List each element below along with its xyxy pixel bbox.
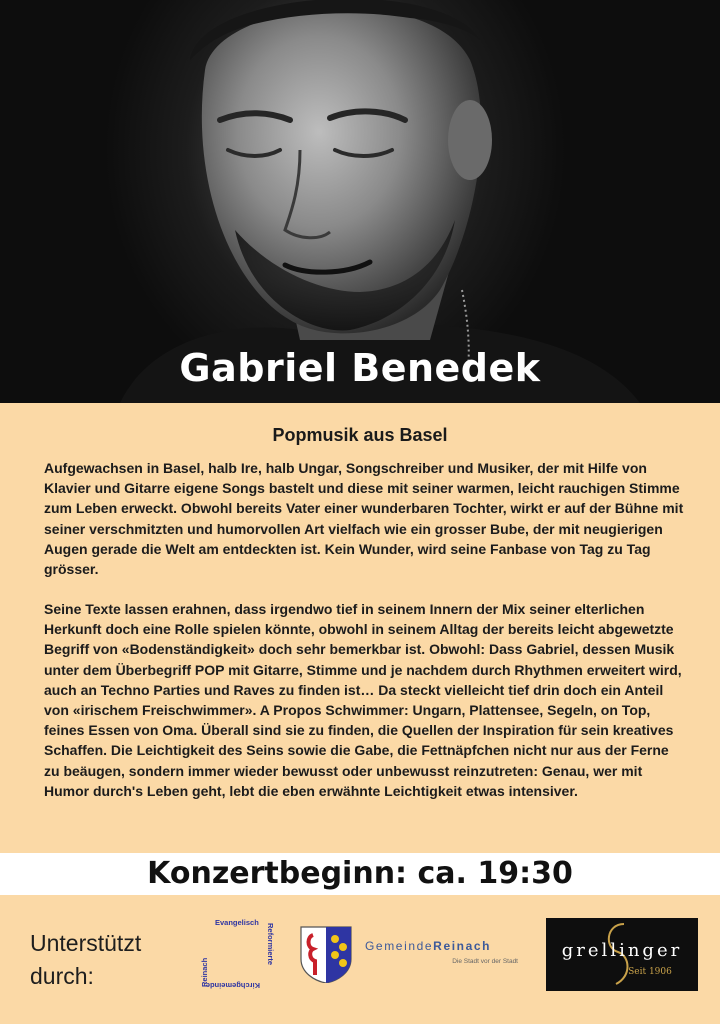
supported-by-label [30, 927, 141, 993]
grellinger-logo-since: Seit 1906 [628, 967, 672, 977]
reinach-logo-tagline: Die Stadt vor der Stadt [452, 958, 518, 965]
hero-section [0, 0, 720, 403]
artist-name: Gabriel Benedek [179, 346, 541, 390]
sponsor-footer [0, 895, 720, 1024]
reinach-logo-graphic [299, 925, 529, 983]
supported-by-line1: Unterstützt [30, 930, 142, 956]
gemeinde-reinach-logo [299, 925, 529, 983]
kirchgemeinde-logo [198, 917, 278, 991]
description-section [0, 403, 720, 853]
grellinger-logo-graphic [546, 918, 698, 991]
reinach-logo-name1: Gemeinde [365, 939, 434, 953]
grellinger-logo-name: grellinger [561, 940, 683, 961]
bio-paragraph-1: Aufgewachsen in Basel, halb Ire, halb Ungar, Songschreiber und Musiker, der mit Hilfe von Klavier und Gitarre eigene Songs bastelt und diese mit seiner warmen, leicht rauchigen Stimme zum Leben erweckt. Obwohl bereits Vater einer wunderbaren Tochter, wirkt er auf der Bühne mit seiner verschmitzten und humorvollen Art vielfach wie ein grosser Bube, der mit neugierigen Augen gerade die Welt am entdeckten ist. Kein Wunder, wird seine Fanbase von Tag zu Tag grösser. [44, 460, 684, 578]
kirche-logo-left: Reinach [200, 957, 209, 987]
grellinger-logo [546, 918, 698, 991]
genre-subtitle: Popmusik aus Basel [272, 425, 448, 445]
concert-start-banner: Konzertbeginn: ca. 19:30 [0, 853, 720, 895]
kirche-logo-bottom: Kirchgemeinde [205, 981, 260, 990]
supported-by-line2: durch: [30, 963, 94, 989]
kirche-logo-top: Evangelisch [215, 918, 259, 927]
artist-portrait [0, 0, 720, 403]
svg-text:GemeindeReinach [365, 939, 491, 953]
kirche-logo-right: Reformierte [266, 923, 275, 966]
bio-paragraph-2: Seine Texte lassen erahnen, dass irgendwo tief in seinem Innern der Mix seiner elterlichen Herkunft doch eine Rolle spielen könnte, obwohl in seinem Alltag der bereits leicht abgewetzte Begriff von «Bodenständigkeit» doch sehr bemerkbar ist. Obwohl: Dass Gabriel, dessen Musik unter dem Überbegriff POP mit Gitarre, Stimme und je nachdem durch Rhythmen erweitert wird, auch an Techno Parties und Raves zu finden ist… Da steckt vielleicht tief drin doch ein Anteil von «irischem Freischwimmer». A Propos Schwimmer: Ungarn, Plattensee, Segeln, on Top, feines Essen von Oma. Überall sind sie zu finden, die Quellen der Inspiration für sein kreatives Schaffen. Die Leichtigkeit des Seins sowie die Gabe, die Fettnäpfchen nicht nur aus der Ferne zu beäugen, sondern immer wieder bewusst oder unbewusst reinzutreten: Genau, wer mit Humor durch's Leben geht, lebt die eben erwähnte Leichtigkeit etwas intensiver. [44, 601, 682, 799]
reinach-logo-name2: Reinach [433, 939, 492, 953]
